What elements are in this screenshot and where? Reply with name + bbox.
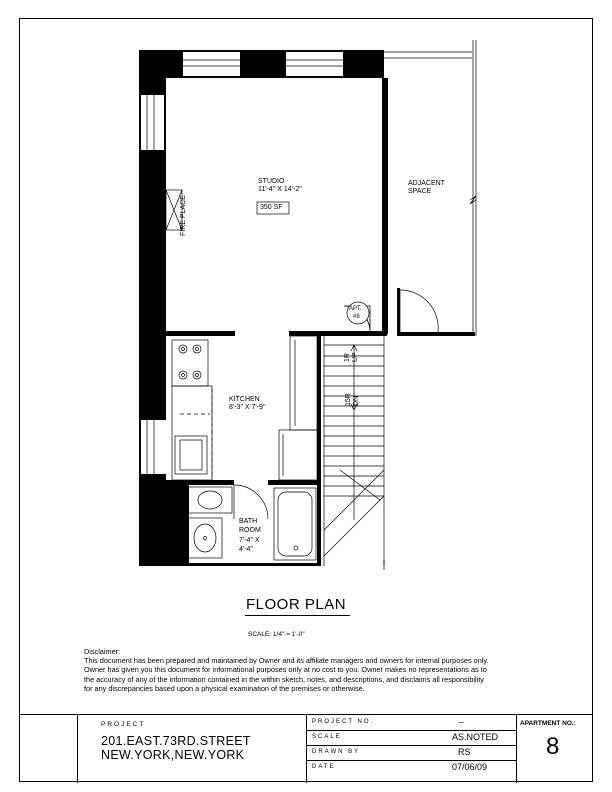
adjacent-space-label: SPACE — [408, 188, 432, 195]
drawn-by-value: RS — [458, 747, 471, 757]
drawing-title: FLOOR PLAN — [246, 596, 347, 613]
fireplace-label: FIRE PLACE — [180, 195, 187, 236]
drawn-by-row — [306, 745, 516, 761]
project-address — [101, 734, 251, 762]
scale-note: SCALE: 1/4" = 1'-0" — [248, 631, 305, 638]
drawn-by-label: DRAWN BY — [312, 749, 361, 755]
bathroom-dimensions-1: 7'-4" X — [239, 537, 260, 544]
project-no-row — [306, 715, 516, 731]
apartment-label: APARTMENT NO.: — [520, 720, 576, 727]
date-value: 07/06/09 — [452, 762, 488, 772]
date-label: DATE — [312, 764, 336, 770]
address-line-2: NEW.YORK,NEW.YORK — [101, 748, 245, 762]
kitchen-dimensions: 8'-3" X 7'-9" — [229, 404, 266, 411]
stair-down-risers: 15R — [345, 393, 352, 406]
apt-number-label: #8 — [353, 314, 360, 320]
studio-dimensions: 11'-4" X 14'-2" — [258, 186, 302, 193]
bathroom-label-2: ROOM — [239, 527, 261, 534]
project-no-value: -- — [458, 717, 464, 727]
stair-up-label: UP — [352, 352, 359, 362]
title-block-divider — [77, 715, 78, 783]
bathroom-label-1: BATH — [239, 518, 258, 525]
kitchen-label: KITCHEN — [229, 396, 260, 403]
disclaimer — [84, 647, 564, 693]
studio-area: 350 SF — [260, 204, 283, 211]
scale-row — [306, 730, 516, 746]
studio-label: STUDIO — [258, 178, 285, 185]
stair-up-risers: 1R — [344, 353, 351, 362]
date-row — [306, 760, 516, 775]
apt-door-label: APT. — [349, 306, 362, 312]
disclaimer-line: This document has been prepared and maintained by Owner and its affiliate managers and owners for internal purposes only. — [84, 656, 489, 666]
bathroom-dimensions-2: 4'-4" — [239, 546, 253, 553]
disclaimer-line: the accuracy of any of the information contained in the within sketch, notes, and descriptions, and disclaims all responsibility — [84, 674, 484, 684]
stair-down-label: DN — [353, 395, 360, 406]
adjacent-label: ADJACENT — [408, 180, 445, 187]
scale-label: SCALE — [312, 734, 342, 740]
project-no-label: PROJECT NO. — [312, 719, 375, 725]
title-block-divider — [516, 715, 517, 783]
title-block — [19, 714, 593, 783]
disclaimer-line: for any discrepancies based upon a physical examination of the premises or otherwise. — [84, 683, 365, 693]
scale-value: AS.NOTED — [452, 732, 499, 742]
title-underline — [245, 615, 350, 616]
disclaimer-heading: Disclaimer: — [84, 647, 121, 656]
disclaimer-line: Owner has given you this document for informational purposes only at no cost to you. Owner makes no representations as to — [84, 665, 487, 675]
address-line-1: 201.EAST.73RD.STREET — [101, 734, 251, 748]
apartment-number: 8 — [546, 733, 560, 760]
project-label: PROJECT — [101, 721, 146, 728]
